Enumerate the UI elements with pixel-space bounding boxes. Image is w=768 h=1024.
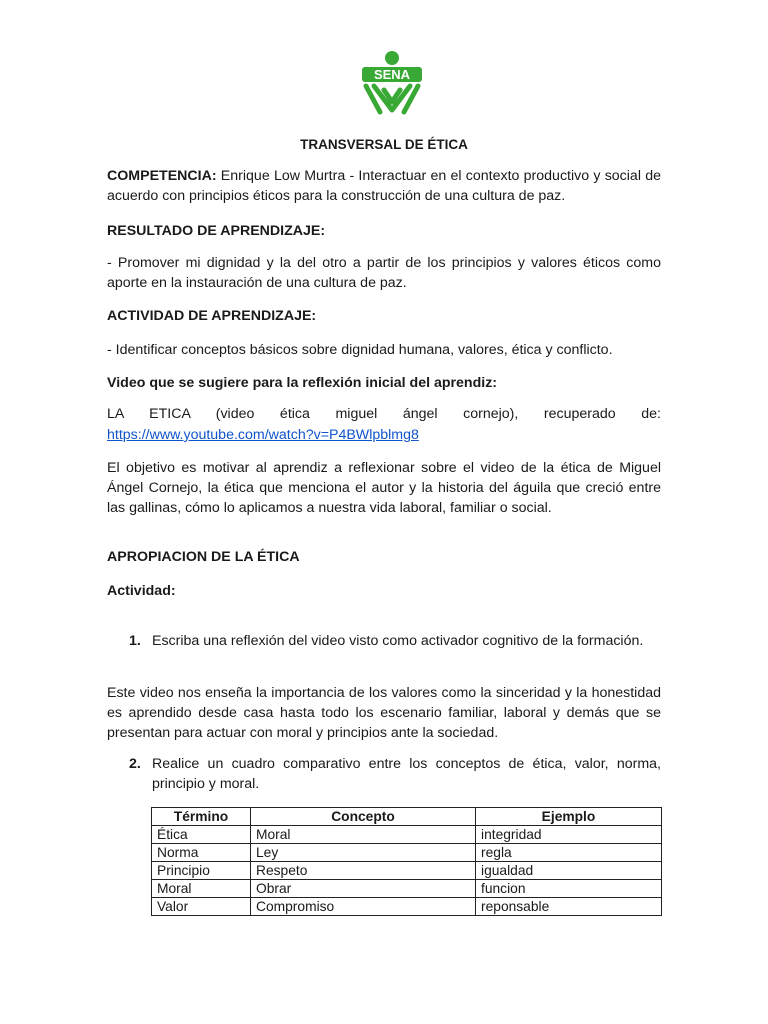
table-cell: igualdad xyxy=(476,862,662,880)
resultado-text: - Promover mi dignidad y la del otro a partir de los principios y valores éticos como aporte en la instauración de una cultura de paz. xyxy=(107,255,661,291)
apropiacion-heading: APROPIACION DE LA ÉTICA xyxy=(107,549,300,565)
numbered-item-1 xyxy=(107,631,661,651)
table-cell: Obrar xyxy=(251,880,476,898)
table-cell: Moral xyxy=(152,880,251,898)
header-ejemplo: Ejemplo xyxy=(476,808,662,826)
header-concepto: Concepto xyxy=(251,808,476,826)
logo-text: SENA xyxy=(373,67,411,82)
video-link[interactable]: https://www.youtube.com/watch?v=P4BWlpblmg8 xyxy=(107,427,419,443)
table-cell: Moral xyxy=(251,826,476,844)
video-reference-line: LA ETICA (video ética miguel ángel cornejo), recuperado de: xyxy=(107,406,661,422)
video-heading: Video que se sugiere para la reflexión inicial del aprendiz: xyxy=(107,375,498,391)
table-cell: reponsable xyxy=(476,898,662,916)
item-number: 2. xyxy=(129,756,141,772)
header-termino: Término xyxy=(152,808,251,826)
actividad-aprendizaje-heading: ACTIVIDAD DE APRENDIZAJE: xyxy=(107,308,317,324)
table-cell: Compromiso xyxy=(251,898,476,916)
competencia-text: Enrique Low Murtra - Interactuar en el contexto productivo y social de acuerdo con principios éticos para la construcción de una cultura de paz. xyxy=(107,168,661,204)
document-title: TRANSVERSAL DE ÉTICA xyxy=(300,137,468,152)
table-cell: integridad xyxy=(476,826,662,844)
logo-dot xyxy=(385,51,399,65)
table-header-row xyxy=(152,808,662,826)
table-cell: Respeto xyxy=(251,862,476,880)
table-row xyxy=(152,826,662,844)
competencia-label: COMPETENCIA: xyxy=(107,168,217,184)
comparison-table xyxy=(151,807,662,916)
table-cell: Valor xyxy=(152,898,251,916)
table-row xyxy=(152,898,662,916)
video-link-line xyxy=(107,425,661,445)
table-cell: regla xyxy=(476,844,662,862)
numbered-item-2 xyxy=(107,754,661,794)
item-text: Realice un cuadro comparativo entre los conceptos de ética, valor, norma, principio y moral. xyxy=(152,756,661,792)
logo-figure xyxy=(366,86,418,112)
actividad-aprendizaje-text: - Identificar conceptos básicos sobre dignidad humana, valores, ética y conflicto. xyxy=(107,342,613,358)
objetivo-paragraph: El objetivo es motivar al aprendiz a reflexionar sobre el video de la ética de Miguel Ángel Cornejo, la ética que menciona el autor y la historia del águila que creció entre las gallinas, cómo lo aplicamos a nuestra vida laboral, familiar o social. xyxy=(107,460,661,516)
competencia-paragraph xyxy=(107,166,661,206)
table-cell: funcion xyxy=(476,880,662,898)
resultado-heading: RESULTADO DE APRENDIZAJE: xyxy=(107,223,326,239)
table-cell: Principio xyxy=(152,862,251,880)
table-row xyxy=(152,844,662,862)
reflexion-paragraph: Este video nos enseña la importancia de los valores como la sinceridad y la honestidad es aprendido desde casa hasta todo los escenario familiar, laboral y demás que se presentan para actuar con moral y principios ante la sociedad. xyxy=(107,685,661,741)
item-text: Escriba una reflexión del video visto como activador cognitivo de la formación. xyxy=(152,633,644,649)
sena-logo xyxy=(360,50,424,116)
table-row xyxy=(152,880,662,898)
actividad-label: Actividad: xyxy=(107,583,176,599)
table-cell: Norma xyxy=(152,844,251,862)
table-cell: Ética xyxy=(152,826,251,844)
item-number: 1. xyxy=(129,633,141,649)
table-row xyxy=(152,862,662,880)
table-cell: Ley xyxy=(251,844,476,862)
